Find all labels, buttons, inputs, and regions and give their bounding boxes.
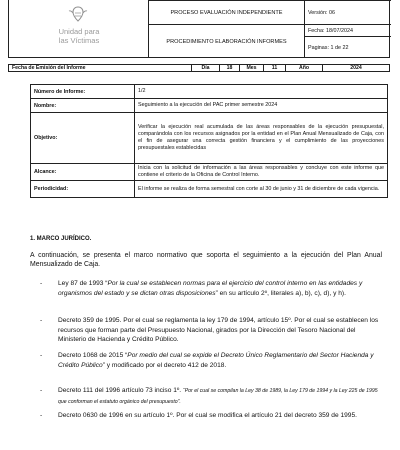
version-label: Versión: 06	[305, 1, 391, 25]
bullet-text: Decreto 1068 de 2015 “	[58, 352, 128, 359]
month-label: Mes	[240, 65, 264, 71]
date-label: Fecha: 18/07/2024	[305, 25, 391, 37]
bullet-text-tail: ” y modificado por el decreto 412 de 2018.	[102, 361, 227, 369]
table-row	[31, 113, 388, 164]
bullet-text: Decreto 111 del 1996 artículo 73 inciso 1º.	[58, 387, 183, 394]
report-info-table	[30, 84, 388, 198]
dash-marker: -	[40, 317, 43, 324]
year-label: Año	[286, 65, 323, 71]
row-key: Periodicidad:	[31, 181, 135, 198]
row-value: Inicia con la solicitud de información a las áreas responsables y concluye con este informe que contiene el criterio de la Oficina de Control Interno.	[135, 164, 388, 181]
coat-of-arms-icon	[67, 5, 89, 23]
row-key: Objetivo:	[31, 113, 135, 164]
row-value: Seguimiento a la ejecución del PAC primer semestre 2024	[135, 99, 388, 113]
logo-cell	[9, 0, 149, 57]
row-value: 1/2	[135, 85, 388, 99]
bullet-text-tail: ” en su artículo 2º, literales a), b), c), d), y h).	[215, 289, 346, 297]
bullet-quote: “Por el cual se compilan la Ley 38 de 1989, la Ley 179 de 1994 y la Ley 225 de 1995 que conforman el estatuto orgánico del presupuesto”.	[58, 388, 378, 405]
dash-marker: -	[40, 412, 43, 419]
row-key: Alcance:	[31, 164, 135, 181]
day-value: 18	[220, 65, 240, 71]
list-item	[40, 316, 380, 345]
bullet-quote: Por la cual se establecen normas para el ejercicio del control interno en las entidades y organismos del estado y se dictan otras disposiciones	[58, 280, 363, 297]
section-heading: 1. MARCO JURÍDICO.	[30, 236, 92, 242]
bullet-text: Decreto 0630 de 1996 en su artículo 1º. Por el cual se modifica el artículo 21 del decreto 359 de 1995.	[58, 412, 357, 419]
list-item	[40, 411, 380, 421]
row-value: Verificar la ejecución real acumulada de las áreas responsables de la ejecución presupuestal, comparándola con los recursos asignados por la entidad en el Plan Anual Mensualizado de Caja, con el fin de asegurar una correcta gestión financiera y el cumplimiento de las proyecciones presupuestales establecidas	[135, 113, 388, 164]
dash-marker: -	[40, 352, 43, 359]
document-header	[8, 0, 390, 58]
month-value: 11	[264, 65, 286, 71]
table-row	[31, 181, 388, 198]
table-row	[31, 164, 388, 181]
bullet-text: Ley 87 de 1993 “	[58, 280, 108, 287]
bullet-quote: Por medio del cual se expide el Decreto Único Reglamentario del Sector Hacienda y Crédito Público	[58, 352, 374, 369]
list-item	[40, 351, 380, 370]
table-row	[31, 99, 388, 113]
procedure-name: PROCEDIMIENTO ELABORACIÓN INFORMES	[166, 39, 287, 45]
emission-date-row	[8, 64, 390, 72]
header-middle-column	[149, 0, 305, 57]
logo-text-line1: Unidad para	[58, 27, 100, 36]
process-name: PROCESO EVALUACIÓN INDEPENDIENTE	[149, 1, 304, 25]
list-item	[40, 279, 380, 298]
emission-label: Fecha de Emisión del Informe	[9, 65, 192, 71]
row-key: Número de Informe:	[31, 85, 135, 99]
row-key: Nombre:	[31, 99, 135, 113]
list-item	[40, 386, 380, 407]
row-value: El informe se realiza de forma semestral con corte al 30 de junio y 31 de diciembre de cada vigencia.	[135, 181, 388, 198]
day-label: Día	[192, 65, 220, 71]
dash-marker: -	[40, 387, 43, 394]
dash-marker: -	[40, 280, 43, 287]
year-value: 2024	[350, 65, 362, 71]
table-row	[31, 85, 388, 99]
logo-text-line2: las Víctimas	[58, 36, 100, 45]
section-intro: A continuación, se presenta el marco normativo que soporta el seguimiento a la ejecución del Plan Anual Mensualizado de Caja.	[30, 252, 382, 268]
pages-label: Paginas: 1 de 22	[308, 45, 349, 51]
bullet-text: Decreto 359 de 1995. Por el cual se reglamenta la ley 179 de 1994, artículo 15º. Por el cual se establecen los recursos que forman parte del Presupuesto Nacional, girados por la Dirección del Tesoro Nacional del Ministerio de Hacienda y Crédito Público.	[58, 317, 379, 343]
header-right-column	[305, 0, 391, 57]
